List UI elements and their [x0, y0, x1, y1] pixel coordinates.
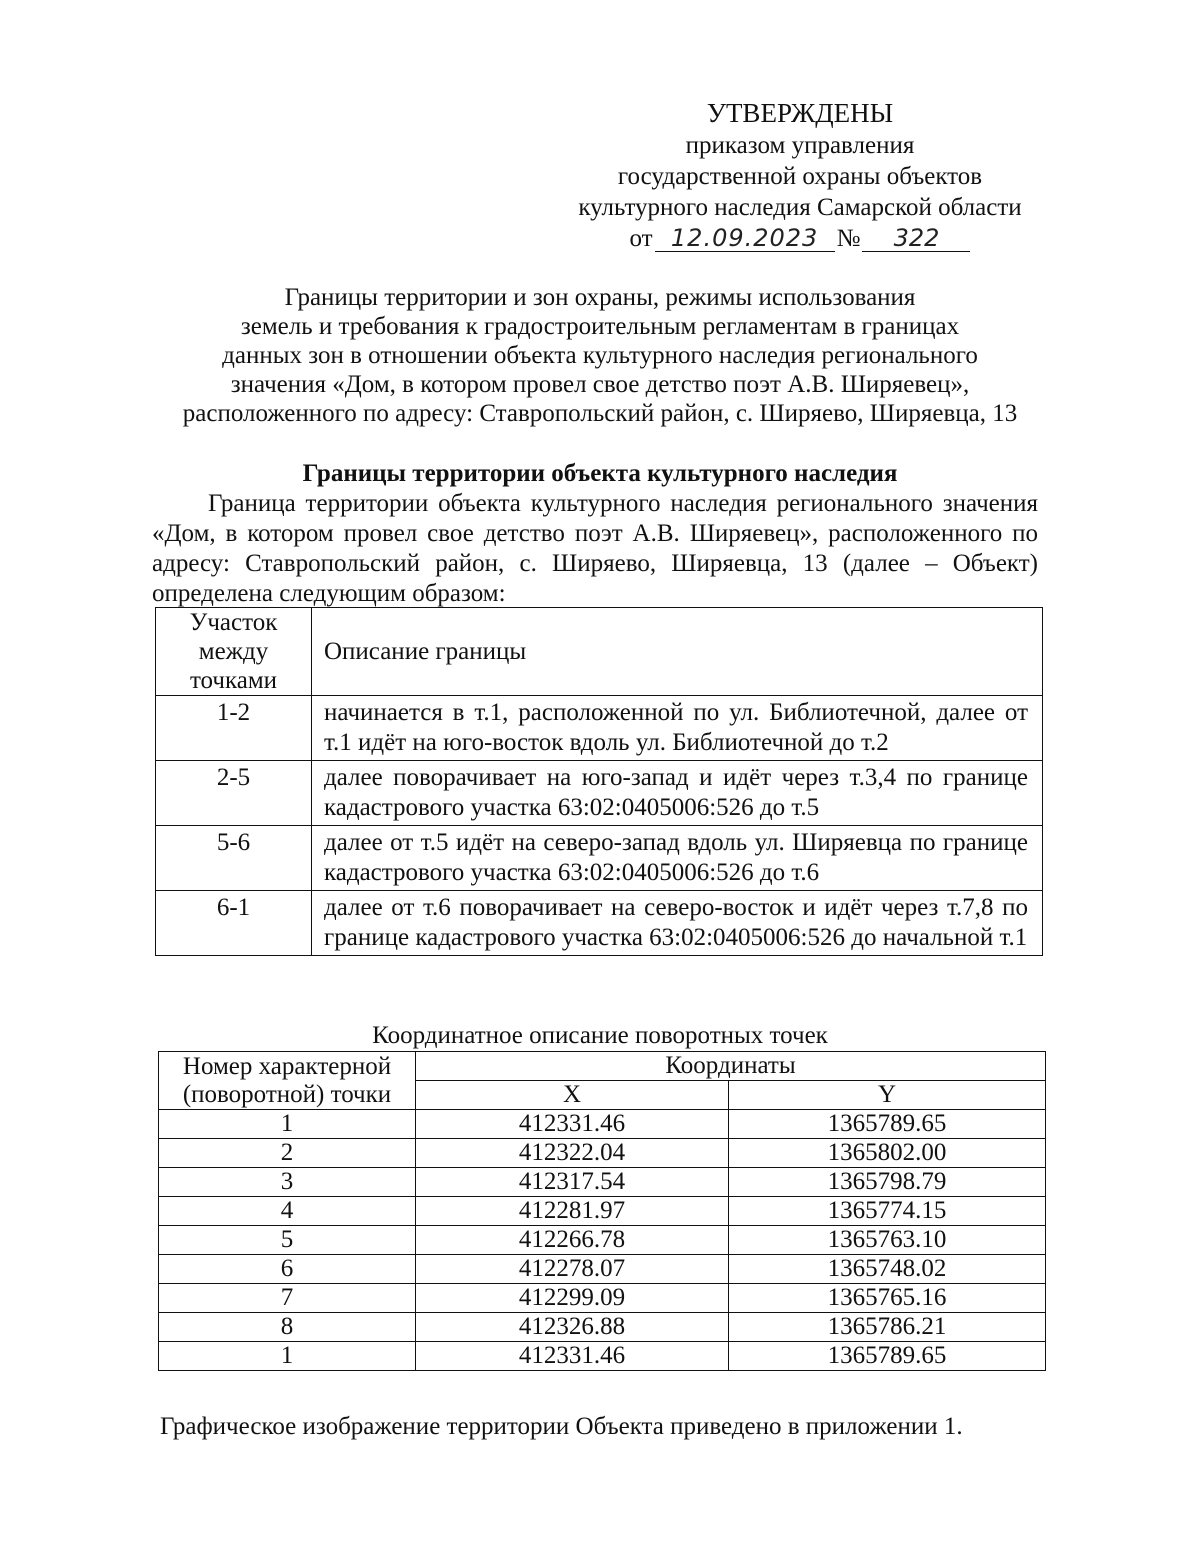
document-title-line: данных зон в отношении объекта культурного наследия регионального	[222, 342, 978, 369]
header-coordinates: Координаты	[416, 1052, 1046, 1081]
y-cell: 1365802.00	[729, 1139, 1046, 1168]
description-cell: далее поворачивает на юго-запад и идёт через т.3,4 по границе кадастрового участка 63:02:0405006:526 до т.5	[312, 761, 1043, 826]
table-row	[159, 1284, 1046, 1313]
x-cell: 412281.97	[416, 1197, 729, 1226]
coords-table	[158, 1051, 1046, 1371]
handwritten-number: 322	[862, 225, 970, 252]
table-row	[156, 891, 1043, 956]
header-y: Y	[729, 1081, 1046, 1110]
number-sign: №	[836, 225, 861, 252]
point-cell: 1	[159, 1342, 416, 1371]
x-cell: 412326.88	[416, 1313, 729, 1342]
boundary-table	[155, 607, 1043, 956]
point-cell: 3	[159, 1168, 416, 1197]
header-segment	[156, 608, 312, 696]
x-cell: 412317.54	[416, 1168, 729, 1197]
document-title-line: земель и требования к градостроительным регламентам в границах	[240, 313, 960, 340]
y-cell: 1365798.79	[729, 1168, 1046, 1197]
table-row	[159, 1139, 1046, 1168]
description-cell: далее от т.6 поворачивает на северо-восток и идёт через т.7,8 по границе кадастрового участка 63:02:0405006:526 до начальной т.1	[312, 891, 1043, 956]
x-cell: 412331.46	[416, 1110, 729, 1139]
document-title-line: значения «Дом, в котором провел свое детство поэт А.В. Ширяевец»,	[230, 371, 970, 398]
description-cell: начинается в т.1, расположенной по ул. Библиотечной, далее от т.1 идёт на юго-восток вдоль ул. Библиотечной до т.2	[312, 696, 1043, 761]
document-title	[150, 283, 1050, 428]
coords-header-row	[159, 1052, 1046, 1081]
coords-caption: Координатное описание поворотных точек	[372, 1022, 828, 1049]
x-cell: 412278.07	[416, 1255, 729, 1284]
point-cell: 8	[159, 1313, 416, 1342]
table-row	[156, 696, 1043, 761]
header-point-line: (поворотной) точки	[182, 1080, 392, 1108]
header-x: X	[416, 1081, 729, 1110]
approval-block	[560, 96, 1040, 254]
point-cell: 5	[159, 1226, 416, 1255]
approval-line-1: приказом управления	[685, 132, 915, 159]
point-cell: 1	[159, 1110, 416, 1139]
y-cell: 1365765.16	[729, 1284, 1046, 1313]
approval-title: УТВЕРЖДЕНЫ	[706, 98, 894, 128]
x-cell: 412299.09	[416, 1284, 729, 1313]
table-row	[159, 1226, 1046, 1255]
boundary-table-header	[156, 608, 1043, 696]
point-cell: 4	[159, 1197, 416, 1226]
table-row	[159, 1197, 1046, 1226]
header-description: Описание границы	[312, 608, 1043, 696]
document-title-line: Границы территории и зон охраны, режимы использования	[284, 284, 916, 311]
segment-cell: 6-1	[156, 891, 312, 956]
header-segment-line: Участок	[189, 609, 278, 636]
table-row	[159, 1110, 1046, 1139]
header-segment-line: точками	[189, 667, 278, 694]
x-cell: 412331.46	[416, 1342, 729, 1371]
intro-paragraph: Граница территории объекта культурного наследия регионального значения «Дом, в котором провел свое детство поэт А.В. Ширяевец», расположенного по адресу: Ставропольский район, с. Ширяево, Ширяевца, 13 (далее – Объект) определена следующим образом:	[152, 490, 1038, 607]
table-row	[156, 761, 1043, 826]
table-row	[156, 826, 1043, 891]
approval-line-3: культурного наследия Самарской области	[578, 194, 1022, 221]
approval-date-line	[560, 223, 1040, 254]
header-segment-line: между	[198, 638, 269, 665]
x-cell: 412322.04	[416, 1139, 729, 1168]
header-point-line: Номер характерной	[182, 1052, 392, 1080]
segment-cell: 1-2	[156, 696, 312, 761]
point-cell: 6	[159, 1255, 416, 1284]
handwritten-date: 12.09.2023	[655, 225, 835, 252]
segment-cell: 2-5	[156, 761, 312, 826]
table-row	[159, 1342, 1046, 1371]
y-cell: 1365789.65	[729, 1342, 1046, 1371]
y-cell: 1365774.15	[729, 1197, 1046, 1226]
approval-line-2: государственной охраны объектов	[617, 163, 983, 190]
x-cell: 412266.78	[416, 1226, 729, 1255]
point-cell: 2	[159, 1139, 416, 1168]
header-point	[159, 1052, 416, 1110]
date-prefix: от	[629, 225, 653, 252]
segment-cell: 5-6	[156, 826, 312, 891]
section-heading: Границы территории объекта культурного наследия	[302, 460, 898, 487]
table-row	[159, 1168, 1046, 1197]
y-cell: 1365789.65	[729, 1110, 1046, 1139]
y-cell: 1365786.21	[729, 1313, 1046, 1342]
y-cell: 1365748.02	[729, 1255, 1046, 1284]
document-title-line: расположенного по адресу: Ставропольский район, с. Ширяево, Ширяевца, 13	[182, 400, 1018, 427]
description-cell: далее от т.5 идёт на северо-запад вдоль ул. Ширяевца по границе кадастрового участка 63:02:0405006:526 до т.6	[312, 826, 1043, 891]
table-row	[159, 1255, 1046, 1284]
point-cell: 7	[159, 1284, 416, 1313]
y-cell: 1365763.10	[729, 1226, 1046, 1255]
table-row	[159, 1313, 1046, 1342]
footer-note: Графическое изображение территории Объекта приведено в приложении 1.	[160, 1413, 963, 1440]
